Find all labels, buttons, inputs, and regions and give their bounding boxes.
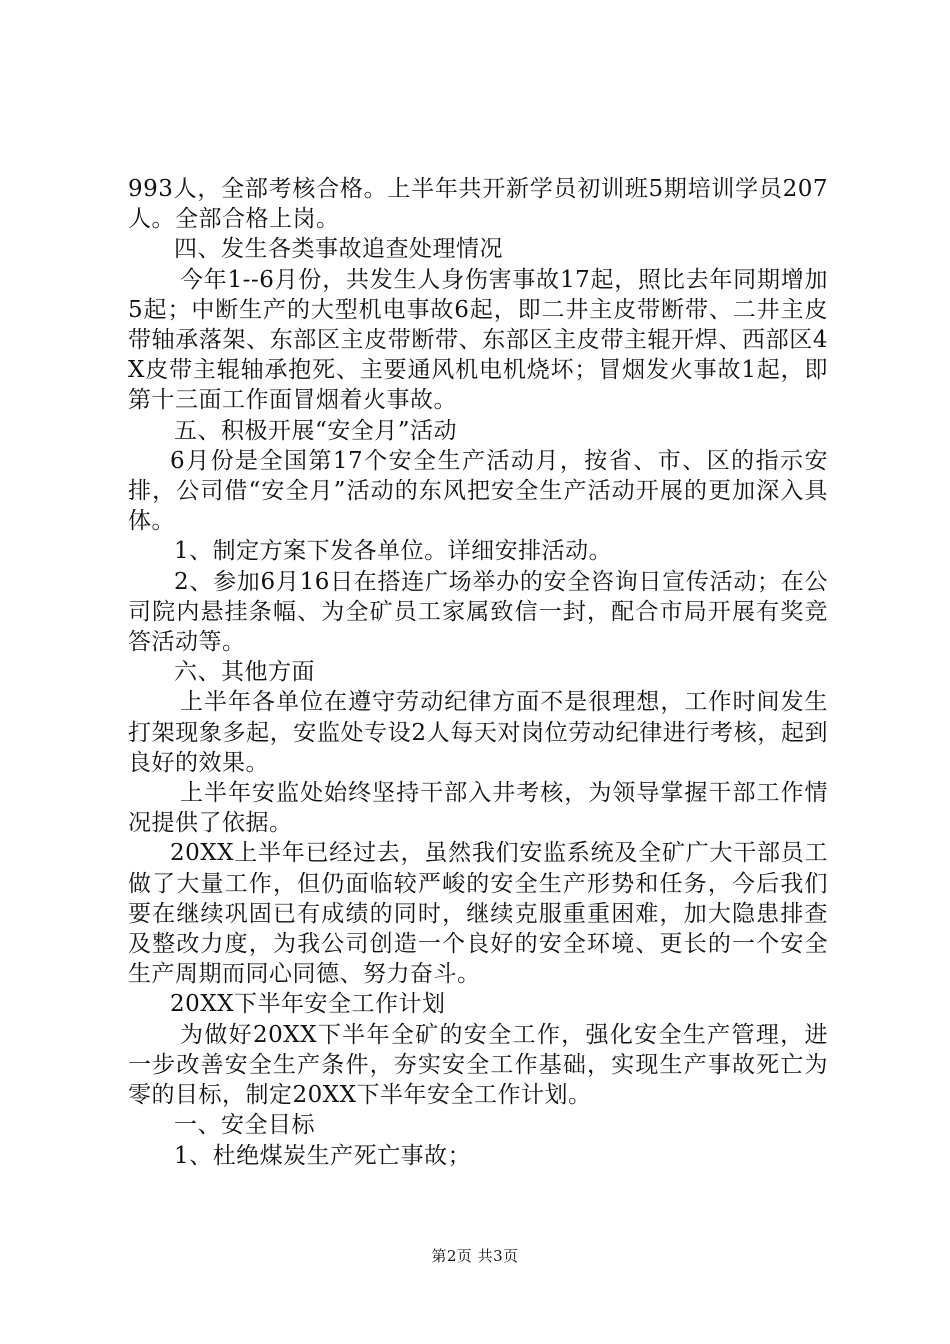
heading-safety-goals: 一、安全目标 — [174, 1112, 315, 1139]
paragraph-cadre-assessment: 上半年安监处始终坚持干部入井考核，为领导掌握干部工作情况提供了依据。 — [128, 780, 828, 837]
heading-safety-month: 五、积极开展“安全月”活动 — [174, 417, 458, 444]
paragraph-plan-intro: 为做好20XX下半年全矿的安全工作，强化安全生产管理，进一步改善安全生产条件，夯实安全工作基础，实现生产事故死亡为零的目标，制定20XX下半年安全工作计划。 — [128, 1021, 828, 1109]
page-number-footer: 第2页 共3页 — [431, 1247, 519, 1265]
paragraph-goal-item-1: 1、杜绝煤炭生产死亡事故； — [174, 1142, 472, 1169]
paragraph-labor-discipline: 上半年各单位在遵守劳动纪律方面不是很理想，工作时间发生打架现象多起，安监处专设2人每天对岗位劳动纪律进行考核，起到良好的效果。 — [128, 689, 828, 776]
paragraph-safety-month-intro: 6月份是全国第17个安全生产活动月，按省、市、区的指示安排，公司借“安全月”活动的东风把安全生产活动开展的更加深入具体。 — [128, 447, 828, 535]
paragraph-safety-month-item-2: 2、参加6月16日在搭连广场举办的安全咨询日宣传活动；在公司院内悬挂条幅、为全矿员工家属致信一封，配合市局开展有奖竞答活动等。 — [128, 568, 828, 656]
paragraph-safety-month-item-1: 1、制定方案下发各单位。详细安排活动。 — [174, 538, 613, 565]
heading-other-aspects: 六、其他方面 — [174, 659, 315, 686]
paragraph-half-year-summary: 20XX上半年已经过去，虽然我们安监系统及全矿广大干部员工做了大量工作，但仍面临较严峻的安全生产形势和任务，今后我们要在继续巩固已有成绩的同时，继续克服重重困难，加大隐患排查及整改力度，为我公司创造一个良好的安全环境、更长的一个安全生产周期而同心同德、努力奋斗。 — [128, 840, 828, 988]
document-body — [128, 174, 828, 1171]
paragraph-training-results: 993人，全部考核合格。上半年共开新学员初训班5期培训学员207人。全部合格上岗。 — [128, 176, 828, 233]
heading-second-half-plan: 20XX下半年安全工作计划 — [170, 991, 446, 1018]
heading-accident-investigation: 四、发生各类事故追查处理情况 — [174, 236, 503, 263]
paragraph-accident-summary: 今年1--6月份，共发生人身伤害事故17起，照比去年同期增加5起；中断生产的大型机电事故6起，即二井主皮带断带、二井主皮带轴承落架、东部区主皮带断带、东部区主皮带主辊开焊、西部区4X皮带主辊轴承抱死、主要通风机电机烧坏；冒烟发火事故1起，即第十三面工作面冒烟着火事故。 — [128, 266, 828, 414]
